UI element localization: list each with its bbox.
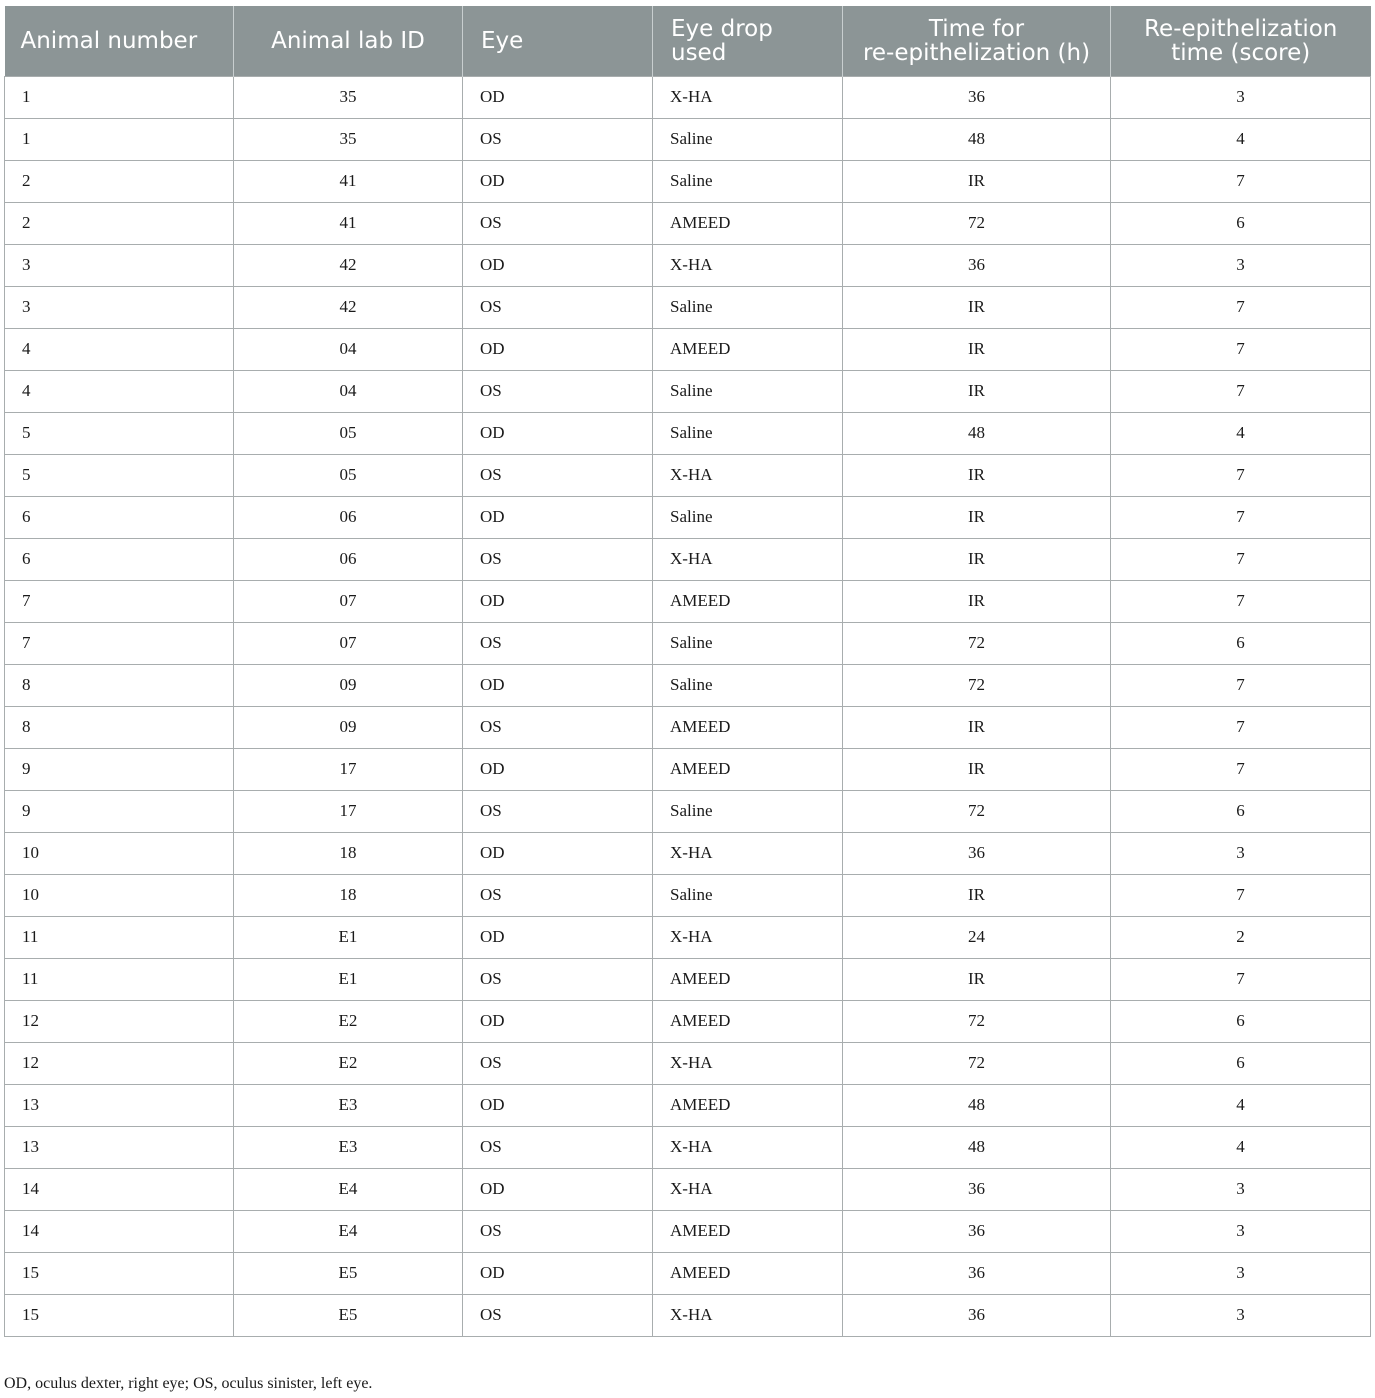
header-eye: Eye — [463, 6, 653, 76]
cell-time: IR — [843, 958, 1111, 1000]
cell-score: 6 — [1111, 1000, 1371, 1042]
cell-animal-lab-id: 35 — [234, 76, 463, 118]
table-row — [5, 286, 1371, 328]
cell-score: 4 — [1111, 1084, 1371, 1126]
table-row — [5, 622, 1371, 664]
header-time-for-re-epithelization — [843, 6, 1111, 76]
cell-eye: OD — [463, 580, 653, 622]
cell-animal-number: 15 — [5, 1252, 234, 1294]
cell-time: IR — [843, 748, 1111, 790]
cell-eye: OS — [463, 1210, 653, 1252]
cell-eye-drop: X-HA — [653, 244, 843, 286]
data-table-container — [4, 6, 1370, 1337]
cell-animal-lab-id: E1 — [234, 916, 463, 958]
cell-animal-lab-id: 06 — [234, 496, 463, 538]
cell-eye-drop: AMEED — [653, 1252, 843, 1294]
cell-eye: OD — [463, 1168, 653, 1210]
cell-eye: OS — [463, 538, 653, 580]
cell-time: 48 — [843, 1126, 1111, 1168]
cell-score: 4 — [1111, 1126, 1371, 1168]
cell-animal-number: 13 — [5, 1084, 234, 1126]
cell-eye-drop: X-HA — [653, 1168, 843, 1210]
cell-eye-drop: Saline — [653, 664, 843, 706]
cell-eye-drop: X-HA — [653, 916, 843, 958]
cell-score: 7 — [1111, 328, 1371, 370]
table-row — [5, 496, 1371, 538]
cell-time: 36 — [843, 76, 1111, 118]
table-row — [5, 76, 1371, 118]
cell-animal-lab-id: 06 — [234, 538, 463, 580]
cell-animal-number: 9 — [5, 790, 234, 832]
cell-animal-number: 11 — [5, 958, 234, 1000]
cell-score: 7 — [1111, 160, 1371, 202]
cell-animal-lab-id: E1 — [234, 958, 463, 1000]
cell-time: IR — [843, 580, 1111, 622]
cell-animal-number: 4 — [5, 370, 234, 412]
cell-animal-number: 7 — [5, 580, 234, 622]
table-row — [5, 1294, 1371, 1336]
cell-animal-lab-id: E5 — [234, 1294, 463, 1336]
cell-score: 2 — [1111, 916, 1371, 958]
cell-score: 6 — [1111, 790, 1371, 832]
cell-eye: OD — [463, 244, 653, 286]
cell-animal-lab-id: 05 — [234, 412, 463, 454]
cell-time: 36 — [843, 244, 1111, 286]
header-score-line1: Re-epithelization — [1144, 15, 1338, 42]
cell-animal-lab-id: 41 — [234, 202, 463, 244]
cell-eye: OS — [463, 874, 653, 916]
cell-animal-number: 10 — [5, 874, 234, 916]
cell-animal-lab-id: 17 — [234, 748, 463, 790]
cell-time: 72 — [843, 202, 1111, 244]
cell-animal-number: 2 — [5, 160, 234, 202]
header-re-epithelization-score — [1111, 6, 1371, 76]
cell-time: 36 — [843, 1294, 1111, 1336]
cell-animal-number: 3 — [5, 286, 234, 328]
table-row — [5, 538, 1371, 580]
cell-eye-drop: AMEED — [653, 958, 843, 1000]
table-row — [5, 1042, 1371, 1084]
table-row — [5, 1252, 1371, 1294]
cell-eye: OS — [463, 706, 653, 748]
cell-eye-drop: AMEED — [653, 580, 843, 622]
cell-animal-number: 11 — [5, 916, 234, 958]
cell-score: 7 — [1111, 370, 1371, 412]
cell-eye-drop: Saline — [653, 160, 843, 202]
cell-animal-number: 9 — [5, 748, 234, 790]
cell-animal-number: 14 — [5, 1168, 234, 1210]
cell-eye: OS — [463, 1042, 653, 1084]
table-row — [5, 370, 1371, 412]
cell-score: 7 — [1111, 958, 1371, 1000]
cell-eye-drop: X-HA — [653, 1126, 843, 1168]
table-row — [5, 118, 1371, 160]
table-body — [5, 76, 1371, 1336]
cell-animal-lab-id: 42 — [234, 286, 463, 328]
cell-score: 7 — [1111, 580, 1371, 622]
table-row — [5, 328, 1371, 370]
cell-time: 36 — [843, 1210, 1111, 1252]
cell-animal-number: 4 — [5, 328, 234, 370]
cell-score: 6 — [1111, 622, 1371, 664]
cell-animal-lab-id: 41 — [234, 160, 463, 202]
cell-eye-drop: AMEED — [653, 748, 843, 790]
cell-score: 3 — [1111, 1252, 1371, 1294]
table-row — [5, 1126, 1371, 1168]
table-row — [5, 958, 1371, 1000]
cell-eye-drop: AMEED — [653, 328, 843, 370]
cell-eye: OS — [463, 1294, 653, 1336]
cell-score: 7 — [1111, 496, 1371, 538]
cell-eye-drop: AMEED — [653, 706, 843, 748]
cell-animal-number: 10 — [5, 832, 234, 874]
cell-eye: OD — [463, 916, 653, 958]
cell-animal-lab-id: 09 — [234, 664, 463, 706]
cell-eye-drop: Saline — [653, 496, 843, 538]
cell-animal-lab-id: 04 — [234, 370, 463, 412]
cell-score: 3 — [1111, 832, 1371, 874]
cell-eye: OD — [463, 328, 653, 370]
cell-animal-number: 2 — [5, 202, 234, 244]
table-row — [5, 454, 1371, 496]
cell-time: IR — [843, 454, 1111, 496]
table-row — [5, 1000, 1371, 1042]
cell-score: 6 — [1111, 1042, 1371, 1084]
cell-eye: OD — [463, 1000, 653, 1042]
cell-eye-drop: X-HA — [653, 76, 843, 118]
table-row — [5, 244, 1371, 286]
cell-animal-number: 1 — [5, 118, 234, 160]
cell-eye-drop: Saline — [653, 790, 843, 832]
cell-eye: OS — [463, 286, 653, 328]
cell-score: 4 — [1111, 118, 1371, 160]
cell-animal-number: 7 — [5, 622, 234, 664]
cell-time: IR — [843, 496, 1111, 538]
cell-eye: OD — [463, 496, 653, 538]
cell-time: 36 — [843, 832, 1111, 874]
cell-eye-drop: Saline — [653, 118, 843, 160]
cell-animal-lab-id: E4 — [234, 1168, 463, 1210]
cell-animal-lab-id: 07 — [234, 580, 463, 622]
cell-eye: OS — [463, 1126, 653, 1168]
cell-score: 7 — [1111, 538, 1371, 580]
cell-score: 3 — [1111, 1168, 1371, 1210]
header-animal-lab-id: Animal lab ID — [234, 6, 463, 76]
cell-eye: OD — [463, 832, 653, 874]
cell-animal-number: 14 — [5, 1210, 234, 1252]
cell-score: 3 — [1111, 244, 1371, 286]
cell-animal-number: 12 — [5, 1042, 234, 1084]
cell-eye: OD — [463, 1252, 653, 1294]
cell-time: IR — [843, 706, 1111, 748]
table-header — [5, 6, 1371, 76]
cell-animal-lab-id: 05 — [234, 454, 463, 496]
cell-eye: OD — [463, 76, 653, 118]
cell-time: 72 — [843, 1042, 1111, 1084]
cell-animal-lab-id: 18 — [234, 874, 463, 916]
cell-score: 4 — [1111, 412, 1371, 454]
cell-eye-drop: Saline — [653, 622, 843, 664]
cell-eye: OS — [463, 622, 653, 664]
cell-eye: OD — [463, 1084, 653, 1126]
cell-score: 7 — [1111, 286, 1371, 328]
cell-eye-drop: Saline — [653, 412, 843, 454]
table-row — [5, 790, 1371, 832]
cell-animal-number: 6 — [5, 538, 234, 580]
cell-score: 3 — [1111, 1294, 1371, 1336]
cell-animal-number: 1 — [5, 76, 234, 118]
cell-animal-lab-id: 35 — [234, 118, 463, 160]
cell-eye-drop: X-HA — [653, 538, 843, 580]
table-row — [5, 202, 1371, 244]
cell-eye-drop: Saline — [653, 286, 843, 328]
cell-animal-lab-id: E3 — [234, 1126, 463, 1168]
cell-time: IR — [843, 538, 1111, 580]
cell-time: 36 — [843, 1168, 1111, 1210]
cell-eye: OD — [463, 664, 653, 706]
cell-time: 72 — [843, 1000, 1111, 1042]
table-row — [5, 1210, 1371, 1252]
cell-time: 36 — [843, 1252, 1111, 1294]
cell-eye-drop: X-HA — [653, 1042, 843, 1084]
cell-time: IR — [843, 874, 1111, 916]
cell-animal-lab-id: 09 — [234, 706, 463, 748]
cell-eye: OS — [463, 118, 653, 160]
cell-time: 48 — [843, 1084, 1111, 1126]
header-row — [5, 6, 1371, 76]
cell-animal-lab-id: E3 — [234, 1084, 463, 1126]
cell-animal-lab-id: 17 — [234, 790, 463, 832]
cell-animal-lab-id: E2 — [234, 1042, 463, 1084]
cell-eye-drop: AMEED — [653, 1210, 843, 1252]
cell-eye-drop: AMEED — [653, 202, 843, 244]
cell-animal-number: 6 — [5, 496, 234, 538]
cell-animal-number: 12 — [5, 1000, 234, 1042]
cell-eye: OS — [463, 958, 653, 1000]
cell-animal-number: 13 — [5, 1126, 234, 1168]
header-time-line1: Time for — [928, 15, 1025, 42]
header-score-line2: time (score) — [1171, 39, 1311, 66]
header-animal-number: Animal number — [5, 6, 234, 76]
cell-animal-number: 5 — [5, 412, 234, 454]
cell-time: 24 — [843, 916, 1111, 958]
cell-animal-number: 8 — [5, 664, 234, 706]
cell-eye-drop: X-HA — [653, 454, 843, 496]
cell-eye-drop: AMEED — [653, 1084, 843, 1126]
cell-eye-drop: Saline — [653, 370, 843, 412]
cell-animal-lab-id: 42 — [234, 244, 463, 286]
cell-eye: OD — [463, 748, 653, 790]
cell-animal-number: 15 — [5, 1294, 234, 1336]
cell-time: IR — [843, 160, 1111, 202]
cell-time: 48 — [843, 118, 1111, 160]
table-row — [5, 748, 1371, 790]
table-row — [5, 580, 1371, 622]
table-row — [5, 916, 1371, 958]
cell-time: IR — [843, 328, 1111, 370]
table-row — [5, 664, 1371, 706]
table-row — [5, 874, 1371, 916]
header-time-line2: re-epithelization (h) — [862, 39, 1091, 66]
cell-animal-lab-id: E5 — [234, 1252, 463, 1294]
cell-eye: OS — [463, 370, 653, 412]
header-eye-drop-used — [653, 6, 843, 76]
cell-eye-drop: X-HA — [653, 832, 843, 874]
table-row — [5, 706, 1371, 748]
cell-score: 6 — [1111, 202, 1371, 244]
header-eye-drop-line2: used — [671, 39, 727, 66]
cell-eye: OD — [463, 160, 653, 202]
cell-eye-drop: X-HA — [653, 1294, 843, 1336]
cell-time: IR — [843, 370, 1111, 412]
cell-eye: OS — [463, 790, 653, 832]
cell-animal-number: 8 — [5, 706, 234, 748]
table-row — [5, 1168, 1371, 1210]
cell-eye: OS — [463, 202, 653, 244]
cell-animal-lab-id: 07 — [234, 622, 463, 664]
cell-time: 72 — [843, 622, 1111, 664]
cell-time: 48 — [843, 412, 1111, 454]
data-table — [4, 6, 1371, 1337]
cell-eye: OD — [463, 412, 653, 454]
cell-time: IR — [843, 286, 1111, 328]
cell-animal-number: 5 — [5, 454, 234, 496]
cell-score: 7 — [1111, 706, 1371, 748]
cell-score: 7 — [1111, 874, 1371, 916]
cell-score: 3 — [1111, 1210, 1371, 1252]
cell-animal-number: 3 — [5, 244, 234, 286]
cell-eye: OS — [463, 454, 653, 496]
table-footnote: OD, oculus dexter, right eye; OS, oculus sinister, left eye. — [4, 1375, 373, 1392]
cell-score: 7 — [1111, 454, 1371, 496]
cell-animal-lab-id: E2 — [234, 1000, 463, 1042]
cell-score: 7 — [1111, 748, 1371, 790]
cell-time: 72 — [843, 790, 1111, 832]
table-row — [5, 832, 1371, 874]
cell-score: 7 — [1111, 664, 1371, 706]
cell-animal-lab-id: E4 — [234, 1210, 463, 1252]
table-row — [5, 160, 1371, 202]
cell-time: 72 — [843, 664, 1111, 706]
header-eye-drop-line1: Eye drop — [671, 15, 773, 42]
cell-animal-lab-id: 18 — [234, 832, 463, 874]
table-row — [5, 1084, 1371, 1126]
cell-eye-drop: Saline — [653, 874, 843, 916]
table-row — [5, 412, 1371, 454]
cell-score: 3 — [1111, 76, 1371, 118]
cell-eye-drop: AMEED — [653, 1000, 843, 1042]
cell-animal-lab-id: 04 — [234, 328, 463, 370]
